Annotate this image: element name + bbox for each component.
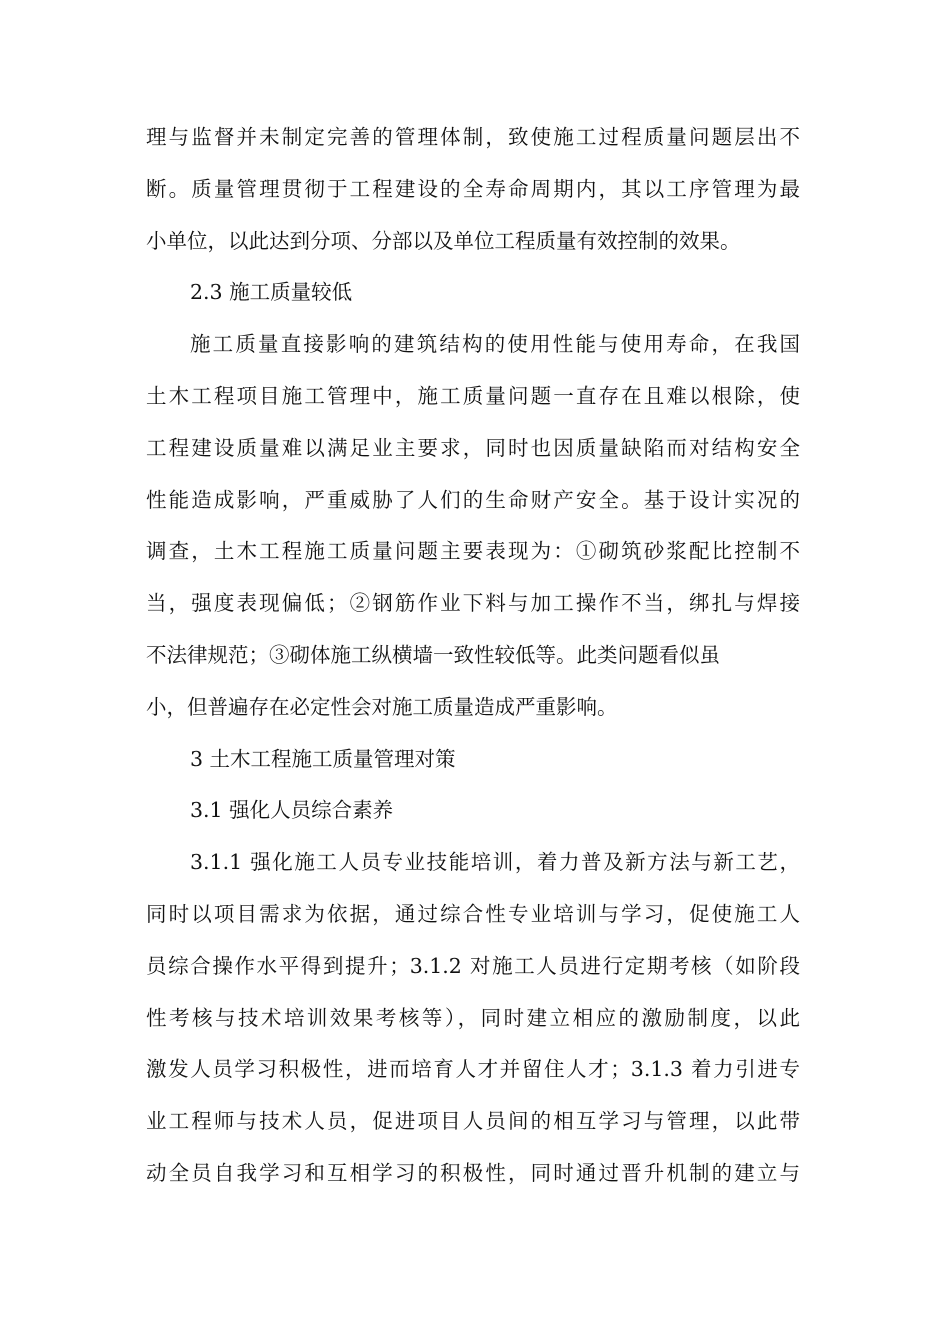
text-line: 同时以项目需求为依据，通过综合性专业培训与学习，促使施工人 [146, 901, 800, 926]
text-line: 3.1.1 强化施工人员专业技能培训，着力普及新方法与新工艺， [190, 850, 800, 875]
text-line: 小，但普遍存在必定性会对施工质量造成严重影响。 [146, 694, 618, 719]
text-line: 断。质量管理贯彻于工程建设的全寿命周期内，其以工序管理为最 [146, 176, 800, 201]
text-line: 性考核与技术培训效果考核等），同时建立相应的激励制度，以此 [146, 1005, 800, 1030]
section-heading-3-1: 3.1 强化人员综合素养 [190, 798, 394, 823]
body-text [146, 112, 800, 1200]
text-line: 激发人员学习积极性，进而培育人才并留住人才；3.1.3 着力引进专 [146, 1057, 800, 1082]
text-line: 员综合操作水平得到提升；3.1.2 对施工人员进行定期考核（如阶段 [146, 953, 800, 978]
text-line: 当，强度表现偏低；②钢筋作业下料与加工操作不当，绑扎与焊接 [146, 591, 800, 616]
section-heading-3: 3 土木工程施工质量管理对策 [190, 746, 456, 771]
text-line: 理与监督并未制定完善的管理体制，致使施工过程质量问题层出不 [146, 125, 800, 149]
text-line: 业工程师与技术人员，促进项目人员间的相互学习与管理，以此带 [146, 1109, 800, 1134]
text-line: 小单位，以此达到分项、分部以及单位工程质量有效控制的效果。 [146, 228, 741, 253]
text-line: 性能造成影响，严重威胁了人们的生命财产安全。基于设计实况的 [146, 487, 800, 512]
text-line: 不法律规范；③砌体施工纵横墙一致性较低等。此类问题看似虽 [146, 642, 720, 667]
text-line: 施工质量直接影响的建筑结构的使用性能与使用寿命，在我国 [190, 332, 800, 357]
text-line: 调查，土木工程施工质量问题主要表现为：①砌筑砂浆配比控制不 [146, 539, 800, 564]
text-line: 工程建设质量难以满足业主要求，同时也因质量缺陷而对结构安全 [146, 435, 800, 460]
section-heading-2-3: 2.3 施工质量较低 [190, 280, 353, 305]
text-line: 动全员自我学习和互相学习的积极性，同时通过晋升机制的建立与 [146, 1160, 800, 1185]
text-line: 土木工程项目施工管理中，施工质量问题一直存在且难以根除，使 [146, 383, 800, 408]
